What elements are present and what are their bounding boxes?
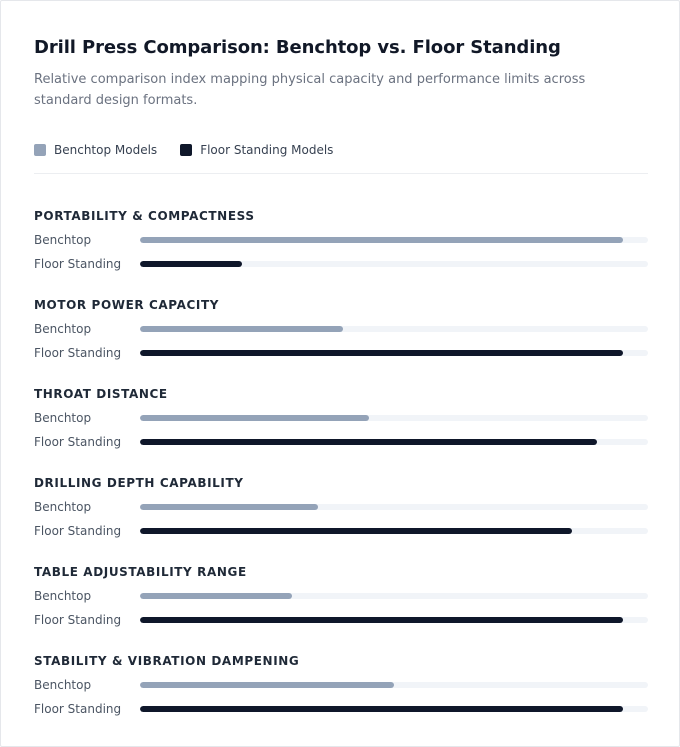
bar-track [140,326,648,332]
bar-row-floor-standing [34,434,648,450]
bar-benchtop-table-adjustability-range [140,593,292,599]
bar-row-floor-standing [34,523,648,539]
bar-track [140,617,648,623]
bar-track [140,350,648,356]
bar-row-benchtop [34,232,648,248]
bar-row-benchtop [34,321,648,337]
bar-row-floor-standing [34,345,648,361]
chart-plot-area [34,208,648,742]
bar-row-benchtop [34,677,648,693]
legend-divider [34,173,648,174]
bar-benchtop-stability-and-vibration-dampening [140,682,394,688]
chart-subtitle: Relative comparison index mapping physical capacity and performance limits across standard design formats. [34,72,586,108]
bar-benchtop-throat-distance [140,415,369,421]
legend-swatch-benchtop [34,144,46,156]
category-label: DRILLING DEPTH CAPABILITY [34,476,244,490]
bar-track [140,528,648,534]
bar-row-label: Benchtop [34,322,92,336]
bar-row-label: Floor Standing [34,702,122,716]
bar-track [140,261,648,267]
bar-floor-standing-throat-distance [140,439,597,445]
bar-row-benchtop [34,499,648,515]
bar-row-label: Benchtop [34,411,92,425]
category-label: STABILITY & VIBRATION DAMPENING [34,654,300,668]
bar-row-benchtop [34,588,648,604]
category-group-portability-and-compactness [34,208,648,297]
legend-swatch-floor-standing [180,144,192,156]
bar-row-label: Benchtop [34,233,92,247]
legend-item-benchtop [34,143,157,157]
bar-row-floor-standing [34,701,648,717]
bar-row-label: Floor Standing [34,346,122,360]
legend-label-benchtop: Benchtop Models [54,143,158,157]
chart-title: Drill Press Comparison: Benchtop vs. Floor Standing [34,37,561,58]
bar-row-label: Floor Standing [34,524,122,538]
bar-track [140,706,648,712]
legend-item-floor-standing [180,143,333,157]
bar-row-label: Benchtop [34,589,92,603]
bar-benchtop-portability-and-compactness [140,237,623,243]
bar-track [140,439,648,445]
bar-row-floor-standing [34,256,648,272]
bar-row-label: Benchtop [34,678,92,692]
bar-row-label: Floor Standing [34,257,122,271]
chart-legend [34,142,356,158]
category-group-throat-distance [34,386,648,475]
bar-floor-standing-motor-power-capacity [140,350,623,356]
category-group-drilling-depth-capability [34,475,648,564]
bar-track [140,415,648,421]
category-group-stability-and-vibration-dampening [34,653,648,742]
bar-row-label: Floor Standing [34,435,122,449]
bar-row-label: Benchtop [34,500,92,514]
bar-floor-standing-drilling-depth-capability [140,528,572,534]
bar-benchtop-drilling-depth-capability [140,504,318,510]
category-label: PORTABILITY & COMPACTNESS [34,209,255,223]
bar-floor-standing-table-adjustability-range [140,617,623,623]
category-label: MOTOR POWER CAPACITY [34,298,220,312]
bar-track [140,237,648,243]
bar-row-floor-standing [34,612,648,628]
bar-floor-standing-portability-and-compactness [140,261,242,267]
category-group-motor-power-capacity [34,297,648,386]
bar-track [140,593,648,599]
category-group-table-adjustability-range [34,564,648,653]
category-label: THROAT DISTANCE [34,387,168,401]
bar-track [140,682,648,688]
bar-track [140,504,648,510]
bar-benchtop-motor-power-capacity [140,326,343,332]
legend-label-floor-standing: Floor Standing Models [200,143,334,157]
bar-floor-standing-stability-and-vibration-dampening [140,706,623,712]
bar-row-label: Floor Standing [34,613,122,627]
bar-row-benchtop [34,410,648,426]
category-label: TABLE ADJUSTABILITY RANGE [34,565,247,579]
